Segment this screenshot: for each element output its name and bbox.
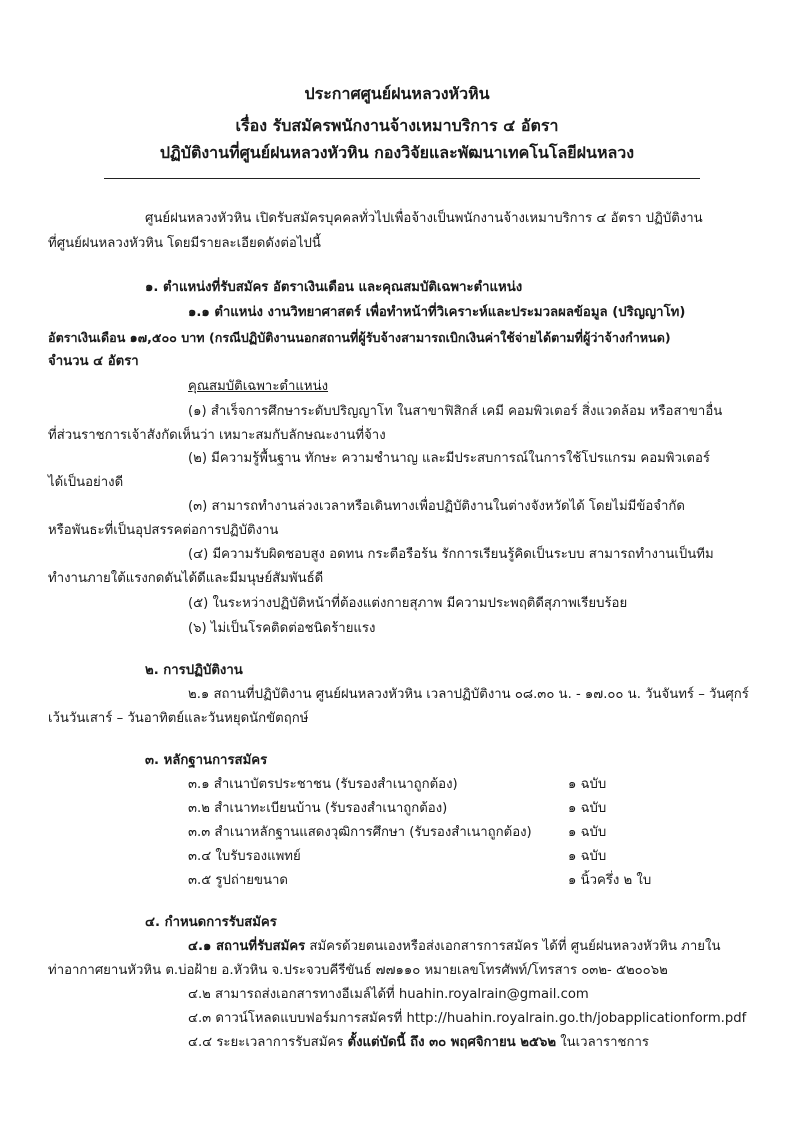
qualification-6: (๖) ไม่เป็นโรคติดต่อชนิดร้ายแรง <box>188 621 376 636</box>
section-4-heading: ๔. กำหนดการรับสมัคร <box>145 915 277 930</box>
document-qty: ๑ ฉบับ <box>568 849 607 864</box>
qualification-heading: คุณสมบัติเฉพาะตำแหน่ง <box>188 379 329 394</box>
qualification-2b: ได้เป็นอย่างดี <box>48 475 124 490</box>
announcement-unit: ปฏิบัติงานที่ศูนย์ฝนหลวงหัวหิน กองวิจัยและพัฒนาเทคโนโลยีฝนหลวง <box>159 143 635 162</box>
qualification-4a: (๔) มีความรับผิดชอบสูง อดทน กระตือรือร้น รักการเรียนรู้คิดเป็นระบบ สามารถทำงานเป็นทีม <box>188 547 714 562</box>
apply-download-line: ๔.๓ ดาวน์โหลดแบบฟอร์มการสมัครที่ http://huahin.royalrain.go.th/jobapplicationform.pdf <box>188 1011 747 1026</box>
qualification-2a: (๒) มีความรู้พื้นฐาน ทักษะ ความชำนาญ และมีประสบการณ์ในการใช้โปรแกรม คอมพิวเตอร์ <box>188 451 710 466</box>
apply-period-dates: ตั้งแต่บัดนี้ ถึง ๓๐ พฤศจิกายน ๒๕๖๒ <box>347 1035 557 1050</box>
position-line-1: ๑.๑ ตำแหน่ง งานวิทยาศาสตร์ เพื่อทำหน้าที่วิเคราะห์และประมวลผลข้อมูล (ปริญญาโท) <box>188 305 686 320</box>
qualification-4b: ทำงานภายใต้แรงกดดันได้ดีและมีมนุษย์สัมพันธ์ดี <box>48 571 324 586</box>
position-line-3: จำนวน ๔ อัตรา <box>48 354 139 369</box>
section-1-heading: ๑. ตำแหน่งที่รับสมัคร อัตราเงินเดือน และคุณสมบัติเฉพาะตำแหน่ง <box>145 280 523 295</box>
header-divider <box>104 178 700 179</box>
document-item: ๓.๕ รูปถ่ายขนาด <box>188 873 288 888</box>
apply-period-label: ๔.๔ ระยะเวลาการรับสมัคร <box>188 1035 348 1050</box>
qualification-3a: (๓) สามารถทำงานล่วงเวลาหรือเดินทางเพื่อปฏิบัติงานในต่างจังหวัดได้ โดยไม่มีข้อจำกัด <box>188 499 685 514</box>
intro-line-1: ศูนย์ฝนหลวงหัวหิน เปิดรับสมัครบุคคลทั่วไปเพื่อจ้างเป็นพนักงานจ้างเหมาบริการ ๔ อัตรา ปฏิบัติงาน <box>145 211 703 226</box>
work-line-1: ๒.๑ สถานที่ปฏิบัติงาน ศูนย์ฝนหลวงหัวหิน เวลาปฏิบัติงาน ๐๘.๓๐ น. - ๑๗.๐๐ น. วันจันทร์ – วันศุกร์ <box>188 687 749 702</box>
document-item: ๓.๓ สำเนาหลักฐานแสดงวุฒิการศึกษา (รับรองสำเนาถูกต้อง) <box>188 825 532 840</box>
announcement-subject: เรื่อง รับสมัครพนักงานจ้างเหมาบริการ ๔ อัตรา <box>235 116 559 135</box>
section-2-heading: ๒. การปฏิบัติงาน <box>145 663 243 678</box>
apply-location-label: ๔.๑ สถานที่รับสมัคร <box>188 939 306 954</box>
document-item: ๓.๑ สำเนาบัตรประชาชน (รับรองสำเนาถูกต้อง) <box>188 777 458 792</box>
document-qty: ๑ ฉบับ <box>568 777 607 792</box>
document-item: ๓.๔ ใบรับรองแพทย์ <box>188 849 301 864</box>
qualification-1b: ที่ส่วนราชการเจ้าสังกัดเห็นว่า เหมาะสมกับลักษณะงานที่จ้าง <box>48 428 386 443</box>
apply-location-text: สมัครด้วยตนเองหรือส่งเอกสารการสมัคร ได้ที่ ศูนย์ฝนหลวงหัวหิน ภายใน <box>305 939 721 954</box>
work-line-2: เว้นวันเสาร์ – วันอาทิตย์และวันหยุดนักขัตฤกษ์ <box>48 711 309 726</box>
qualification-1a: (๑) สำเร็จการศึกษาระดับปริญญาโท ในสาขาฟิสิกส์ เคมี คอมพิวเตอร์ สิ่งแวดล้อม หรือสาขาอื่น <box>188 404 723 419</box>
qualification-3b: หรือพันธะที่เป็นอุปสรรคต่อการปฏิบัติงาน <box>48 523 279 538</box>
qualification-5: (๕) ในระหว่างปฏิบัติหน้าที่ต้องแต่งกายสุภาพ มีความประพฤติดีสุภาพเรียบร้อย <box>188 596 628 611</box>
document-qty: ๑ ฉบับ <box>568 825 607 840</box>
apply-address-line: ท่าอากาศยานหัวหิน ต.บ่อฝ้าย อ.หัวหิน จ.ประจวบคีรีขันธ์ ๗๗๑๑๐ หมายเลขโทรศัพท์/โทรสาร ๐๓๒- ๕๒๐๐๖๒ <box>48 963 668 978</box>
intro-line-2: ที่ศูนย์ฝนหลวงหัวหิน โดยมีรายละเอียดดังต่อไปนี้ <box>48 236 321 251</box>
apply-period-line <box>188 1034 649 1052</box>
document-item: ๓.๒ สำเนาทะเบียนบ้าน (รับรองสำเนาถูกต้อง) <box>188 801 448 816</box>
position-line-2: อัตราเงินเดือน ๑๗,๕๐๐ บาท (กรณีปฏิบัติงานนอกสถานที่ผู้รับจ้างสามารถเบิกเงินค่าใช้จ่ายได้ตามที่ผู้ว่าจ้างกำหนด) <box>48 330 671 345</box>
document-qty: ๑ ฉบับ <box>568 801 607 816</box>
section-3-heading: ๓. หลักฐานการสมัคร <box>145 753 268 768</box>
apply-period-suffix: ในเวลาราชการ <box>556 1035 649 1050</box>
document-qty: ๑ นิ้วครึ่ง ๒ ใบ <box>568 873 652 888</box>
apply-location-line <box>188 938 720 956</box>
announcement-title: ประกาศศูนย์ฝนหลวงหัวหิน <box>304 84 490 103</box>
apply-email-line: ๔.๒ สามารถส่งเอกสารทางอีเมล์ได้ที่ huahin.royalrain@gmail.com <box>188 987 589 1002</box>
